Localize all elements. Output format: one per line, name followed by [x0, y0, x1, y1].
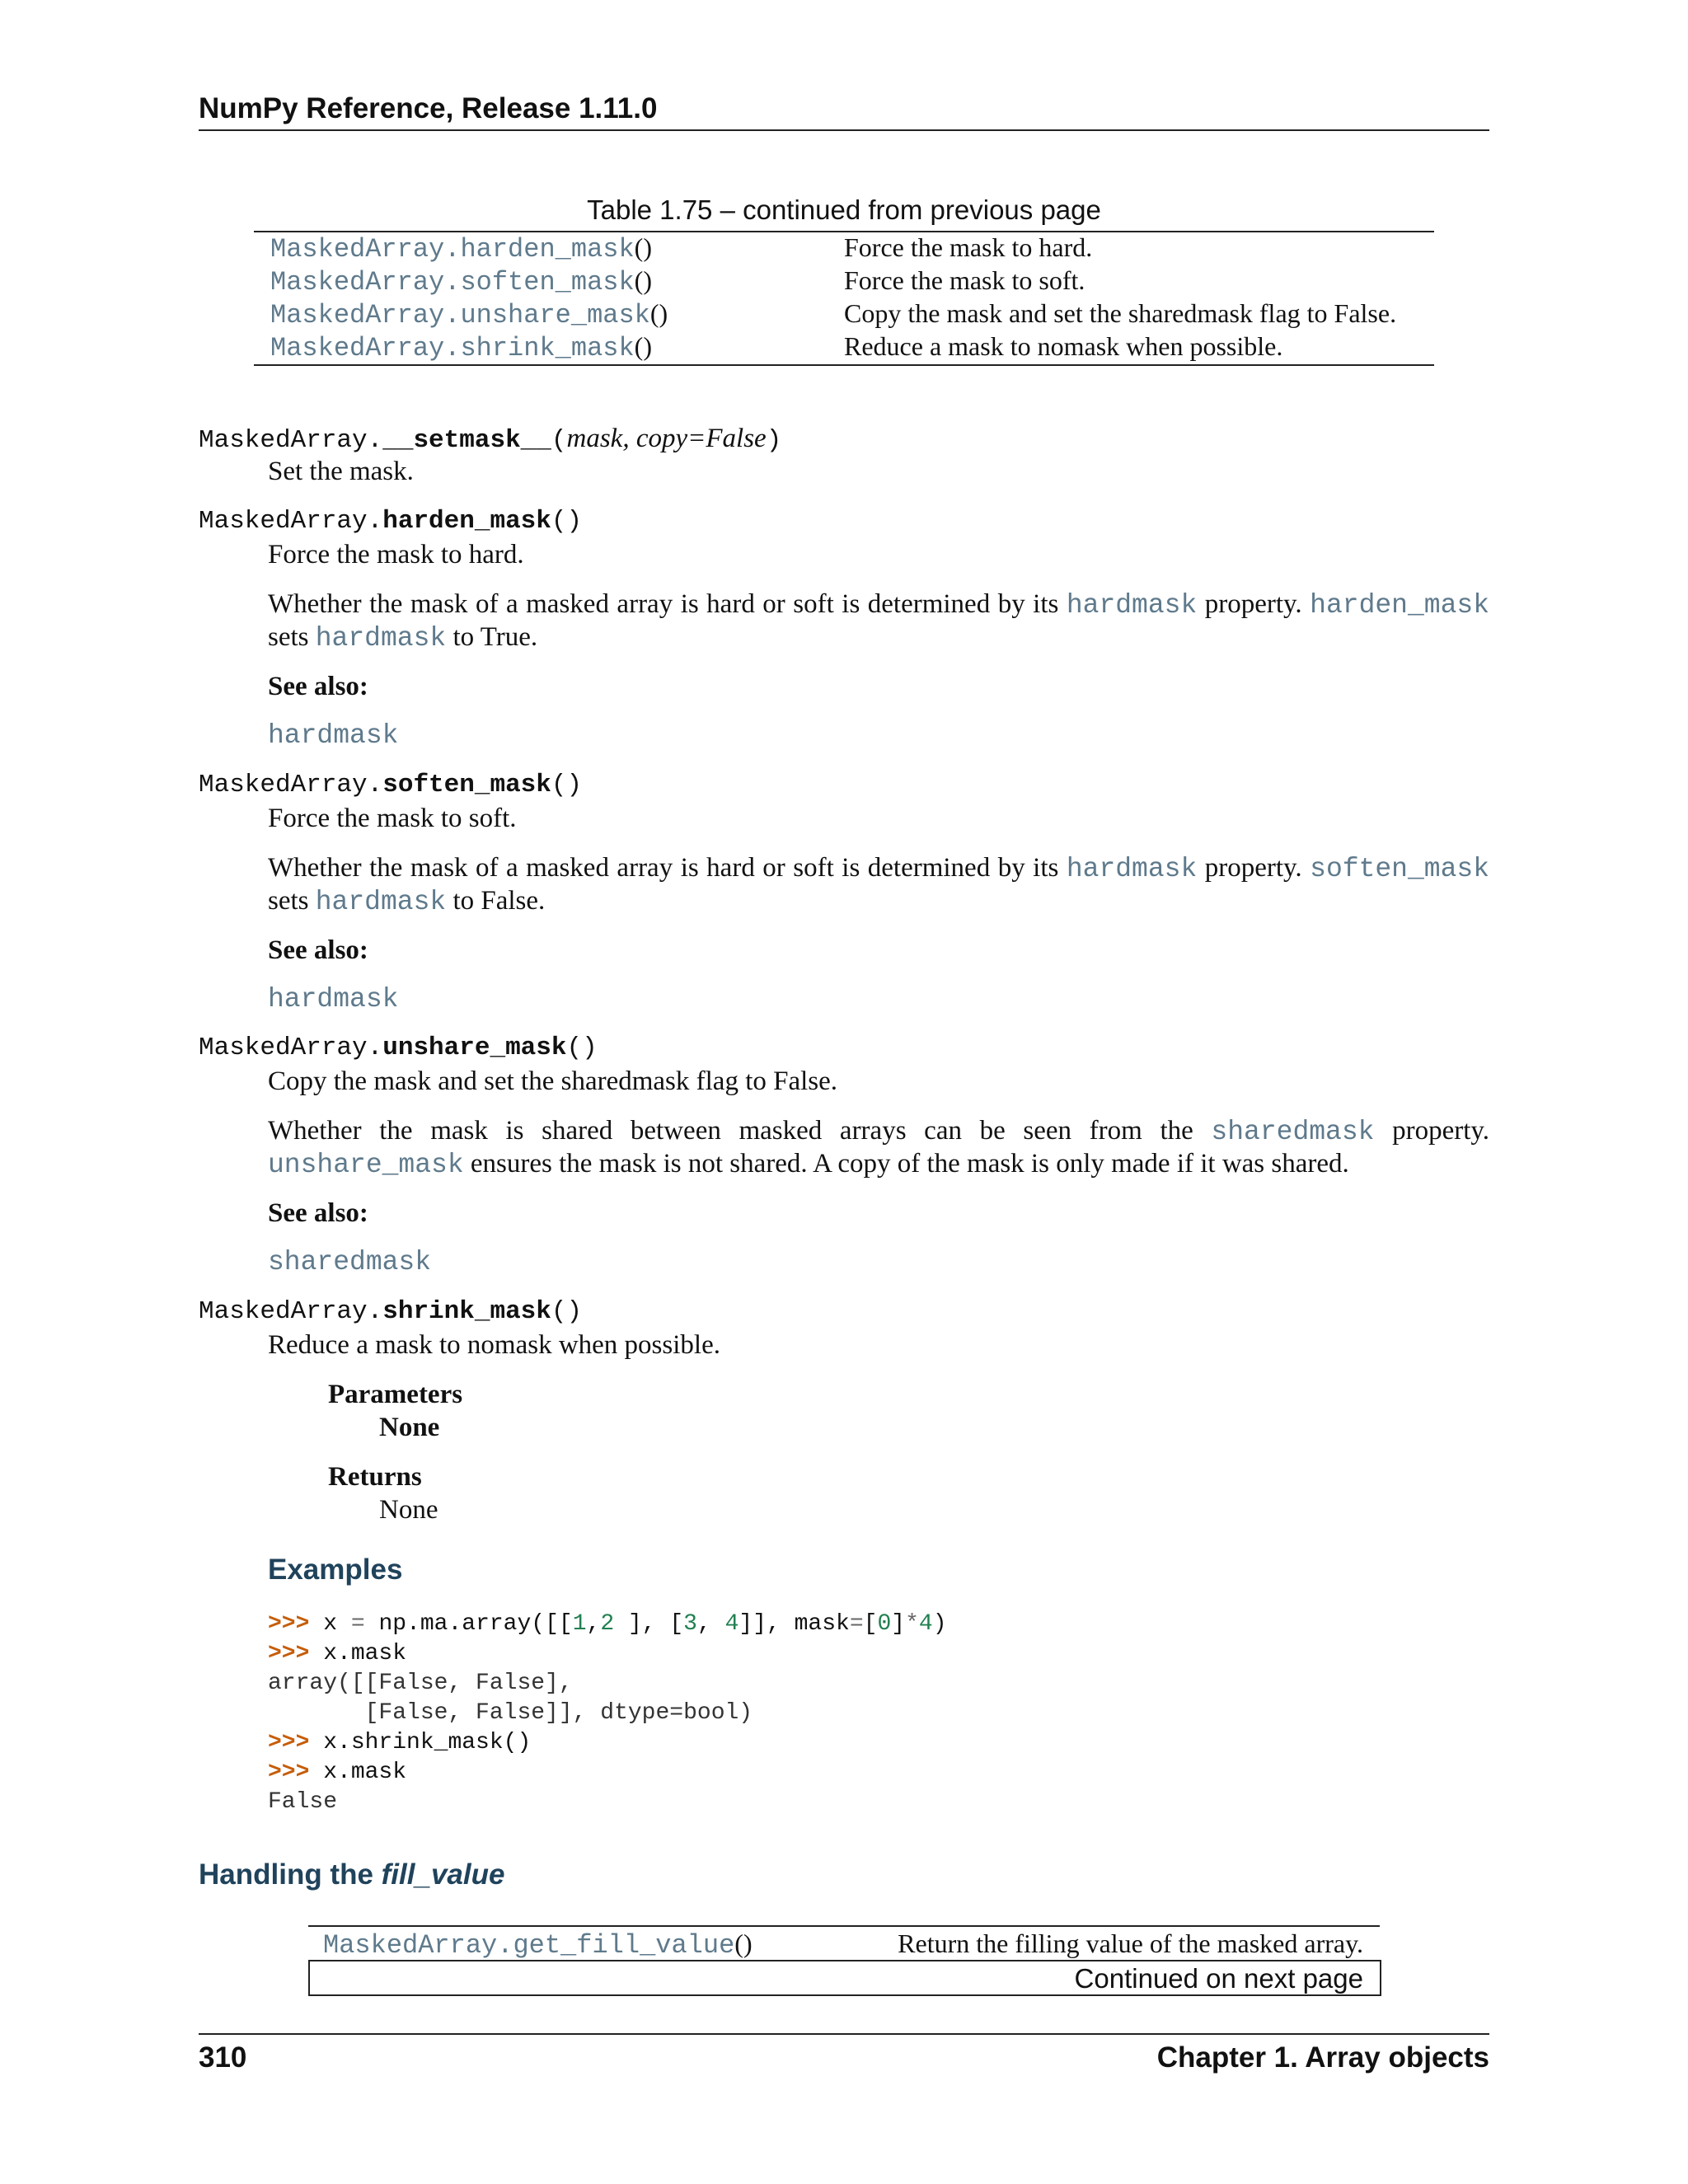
methods-table	[254, 231, 1434, 366]
code-line	[268, 1639, 947, 1669]
number: 1	[572, 1611, 587, 1637]
hardmask-link[interactable]: hardmask	[315, 887, 447, 917]
paren: ()	[649, 298, 668, 328]
method-link[interactable]: MaskedArray.soften_mask	[270, 267, 635, 298]
code-line	[268, 1610, 947, 1639]
code: x.mask	[309, 1641, 407, 1666]
operator: *	[905, 1611, 919, 1637]
number: 3	[683, 1611, 697, 1637]
method-name: soften_mask	[382, 771, 551, 799]
code-example	[268, 1610, 947, 1817]
text: property.	[1374, 1116, 1490, 1146]
prompt: >>>	[268, 1730, 310, 1755]
table-caption: Table 1.75 – continued from previous page	[587, 194, 1101, 225]
text: Whether the mask of a masked array is hard or soft is determined by its	[268, 853, 1067, 883]
header-rule	[199, 129, 1489, 131]
paren: ()	[566, 1033, 598, 1062]
class-prefix: MaskedArray.	[199, 771, 383, 799]
page-number: 310	[199, 2041, 247, 2074]
code: ], [	[614, 1611, 684, 1637]
parameters-value: None	[379, 1413, 440, 1442]
returns-value: None	[379, 1495, 438, 1525]
text: property.	[1197, 853, 1311, 883]
text: to False.	[446, 886, 546, 916]
returns-label: Returns	[328, 1462, 422, 1492]
running-header-title: NumPy Reference, Release 1.11.0	[199, 92, 658, 124]
method-args: mask, copy=False	[566, 424, 767, 453]
code-output: [False, False]], dtype=bool)	[268, 1700, 753, 1726]
paragraph-soften-1	[268, 851, 1489, 886]
hardmask-link[interactable]: hardmask	[1066, 590, 1198, 621]
code-output: False	[268, 1789, 338, 1815]
prompt: >>>	[268, 1611, 310, 1637]
continued-box	[308, 1960, 1381, 1996]
text: property.	[1197, 589, 1311, 619]
summary-shrink-mask: Reduce a mask to nomask when possible.	[268, 1330, 720, 1360]
prompt: >>>	[268, 1641, 310, 1666]
code: x.shrink_mask()	[309, 1730, 532, 1755]
text: sets	[268, 622, 316, 652]
harden-mask-link[interactable]: harden_mask	[1310, 590, 1489, 621]
code: x.mask	[309, 1760, 407, 1785]
sharedmask-link[interactable]: sharedmask	[1211, 1117, 1375, 1147]
paragraph-unshare-1	[268, 1114, 1489, 1149]
examples-heading: Examples	[268, 1554, 403, 1586]
number: 4	[724, 1611, 739, 1637]
paragraph-unshare-2	[268, 1147, 1349, 1182]
parameters-label: Parameters	[328, 1380, 463, 1409]
section-heading	[199, 1858, 504, 1891]
method-name: __setmask__	[382, 426, 551, 455]
operator: =	[849, 1611, 864, 1637]
signature-soften-mask	[199, 771, 582, 799]
paren: ()	[634, 265, 652, 295]
method-description: Reduce a mask to nomask when possible.	[844, 331, 1283, 361]
summary-setmask: Set the mask.	[268, 457, 414, 486]
method-link[interactable]: MaskedArray.get_fill_value	[323, 1930, 735, 1961]
prompt: >>>	[268, 1760, 310, 1785]
paragraph-harden-2	[268, 621, 537, 655]
paren: ()	[551, 507, 583, 536]
code: ,	[696, 1611, 725, 1637]
method-description: Return the filling value of the masked array.	[898, 1929, 1363, 1958]
method-description: Force the mask to hard.	[844, 232, 1093, 262]
see-also-hardmask-link[interactable]: hardmask	[268, 720, 399, 751]
paren: ()	[551, 771, 583, 799]
class-prefix: MaskedArray.	[199, 426, 383, 455]
method-name: unshare_mask	[382, 1033, 567, 1062]
class-prefix: MaskedArray.	[199, 1033, 383, 1062]
paren: ()	[634, 232, 652, 262]
paren: ()	[634, 331, 652, 361]
paragraph-soften-2	[268, 884, 545, 919]
operator: =	[350, 1611, 365, 1637]
unshare-mask-link[interactable]: unshare_mask	[268, 1150, 464, 1180]
hardmask-link[interactable]: hardmask	[1066, 854, 1198, 884]
heading-emphasis: fill_value	[381, 1858, 505, 1891]
paren: ()	[734, 1929, 753, 1958]
fill-value-table	[308, 1927, 1380, 1960]
method-description: Force the mask to soft.	[844, 265, 1085, 295]
see-also-label: See also:	[268, 1198, 368, 1228]
table-bottom-rule	[254, 364, 1434, 366]
class-prefix: MaskedArray.	[199, 507, 383, 536]
code: )	[932, 1611, 947, 1637]
paren: (	[551, 426, 567, 455]
code: ,	[586, 1611, 601, 1637]
paren: )	[766, 426, 782, 455]
method-link[interactable]: MaskedArray.shrink_mask	[270, 333, 635, 363]
continued-notice: Continued on next page	[1074, 1963, 1363, 1994]
summary-soften-mask: Force the mask to soft.	[268, 804, 517, 833]
code: [	[863, 1611, 878, 1637]
code-output: array([[False, False],	[268, 1671, 573, 1696]
signature-shrink-mask	[199, 1297, 582, 1326]
text: to True.	[446, 622, 538, 652]
text: sets	[268, 886, 316, 916]
text: ensures the mask is not shared. A copy of the mask is only made if it was shared.	[463, 1149, 1349, 1179]
signature-unshare-mask	[199, 1033, 598, 1062]
see-also-hardmask-link[interactable]: hardmask	[268, 984, 399, 1015]
paren: ()	[551, 1297, 583, 1326]
code: np.ma.array([[	[364, 1611, 573, 1637]
heading-text: Handling the	[199, 1858, 382, 1891]
signature-setmask	[199, 424, 781, 455]
code: x	[309, 1611, 351, 1637]
signature-harden-mask	[199, 507, 582, 536]
method-name: harden_mask	[382, 507, 551, 536]
method-link[interactable]: MaskedArray.harden_mask	[270, 234, 635, 265]
code-line	[268, 1758, 947, 1788]
code-line	[268, 1728, 947, 1758]
number: 0	[877, 1611, 892, 1637]
see-also-label: See also:	[268, 672, 368, 701]
number: 2	[600, 1611, 615, 1637]
code: ]	[891, 1611, 906, 1637]
hardmask-link[interactable]: hardmask	[315, 623, 447, 654]
see-also-sharedmask-link[interactable]: sharedmask	[268, 1247, 432, 1277]
chapter-title: Chapter 1. Array objects	[1156, 2041, 1489, 2074]
paragraph-harden-1	[268, 588, 1489, 622]
method-link[interactable]: MaskedArray.unshare_mask	[270, 300, 650, 330]
method-description: Copy the mask and set the sharedmask flag to False.	[844, 298, 1397, 328]
code: ]], mask	[738, 1611, 850, 1637]
footer-rule	[199, 2033, 1489, 2035]
summary-harden-mask: Force the mask to hard.	[268, 540, 524, 569]
class-prefix: MaskedArray.	[199, 1297, 383, 1326]
see-also-label: See also:	[268, 935, 368, 965]
method-name: shrink_mask	[382, 1297, 551, 1326]
text: Whether the mask is shared between masked arrays can be seen from the	[268, 1116, 1212, 1146]
soften-mask-link[interactable]: soften_mask	[1310, 854, 1489, 884]
summary-unshare-mask: Copy the mask and set the sharedmask flag to False.	[268, 1066, 838, 1096]
number: 4	[918, 1611, 933, 1637]
text: Whether the mask of a masked array is hard or soft is determined by its	[268, 589, 1067, 619]
